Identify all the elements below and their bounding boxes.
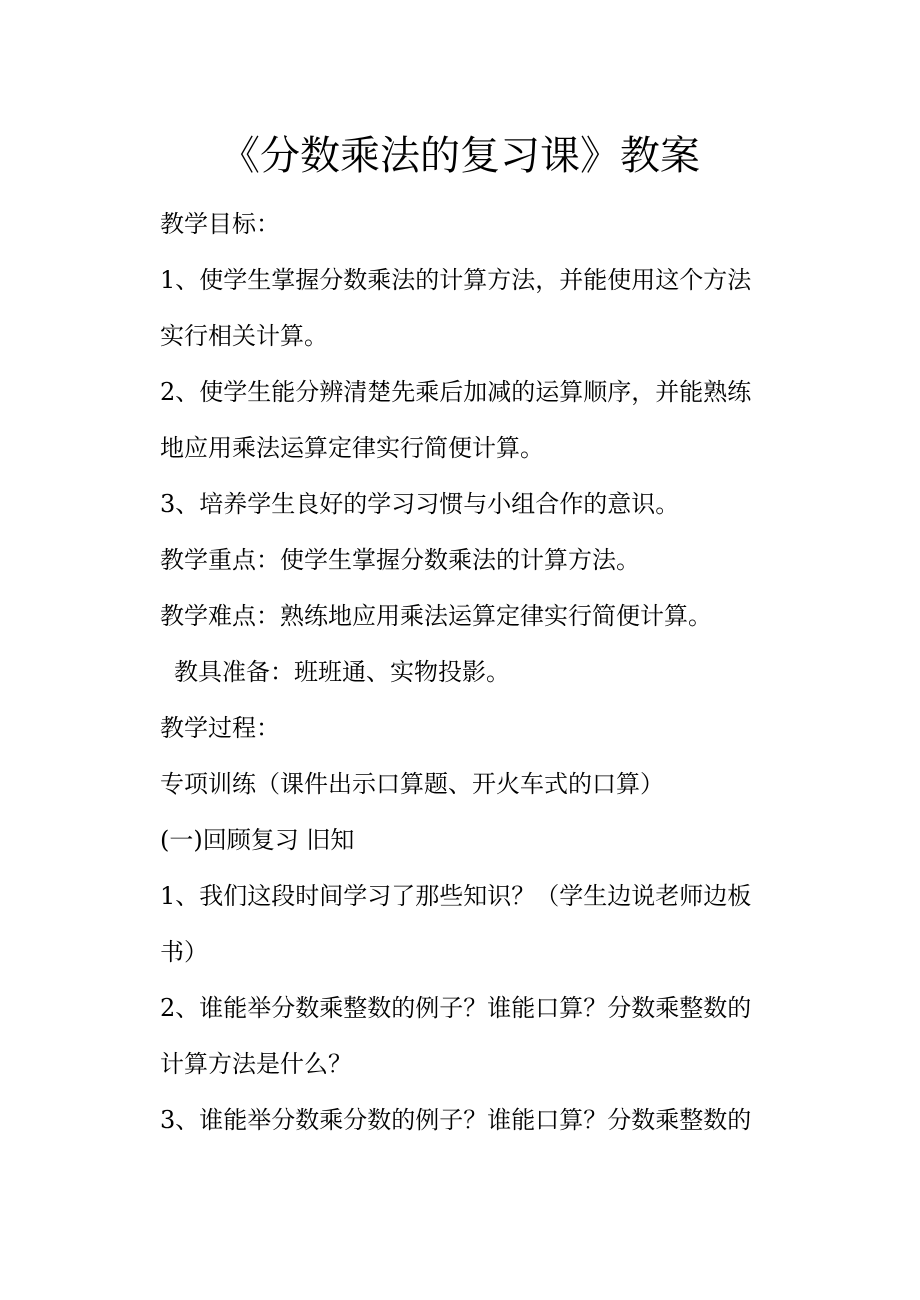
teaching-objectives-heading: 教学目标： xyxy=(160,210,280,238)
objective-1-line-1: 1、使学生掌握分数乘法的计算方法，并能使用这个方法 xyxy=(160,266,752,294)
objective-1-line-2: 实行相关计算。 xyxy=(160,322,328,350)
review-question-2-line-2: 计算方法是什么？ xyxy=(160,1050,352,1078)
teaching-difficulty: 教学难点：熟练地应用乘法运算定律实行简便计算。 xyxy=(160,602,712,630)
document-title: 《分数乘法的复习课》教案 xyxy=(220,133,700,179)
review-question-1-line-1: 1、我们这段时间学习了那些知识？（学生边说老师边板 xyxy=(160,882,752,910)
review-question-2-line-1: 2、谁能举分数乘整数的例子？谁能口算？分数乘整数的 xyxy=(160,994,752,1022)
document-body xyxy=(160,196,780,1148)
objective-3: 3、培养学生良好的学习习惯与小组合作的意识。 xyxy=(160,490,680,518)
teaching-aids: 教具准备：班班通、实物投影。 xyxy=(174,658,510,686)
review-question-3-line-1: 3、谁能举分数乘分数的例子？谁能口算？分数乘整数的 xyxy=(160,1106,752,1134)
objective-2-line-2: 地应用乘法运算定律实行简便计算。 xyxy=(160,434,544,462)
special-training: 专项训练（课件出示口算题、开火车式的口算） xyxy=(160,770,664,798)
review-question-1-line-2: 书） xyxy=(160,938,208,966)
objective-2-line-1: 2、使学生能分辨清楚先乘后加减的运算顺序，并能熟练 xyxy=(160,378,752,406)
review-section-heading: (一)回顾复习 旧知 xyxy=(160,826,355,854)
teaching-process-heading: 教学过程： xyxy=(160,714,280,742)
teaching-key-point: 教学重点：使学生掌握分数乘法的计算方法。 xyxy=(160,546,640,574)
